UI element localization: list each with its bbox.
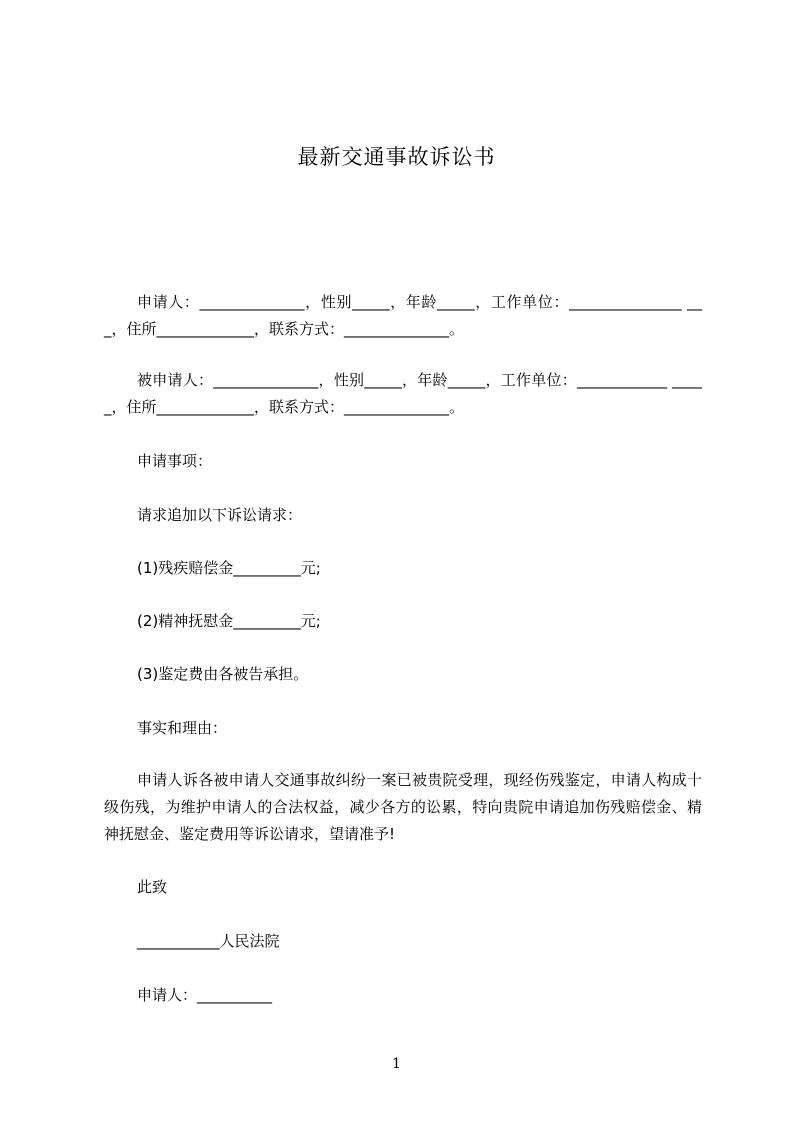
request-item-3: (3)鉴定费由各被告承担。 xyxy=(137,665,309,683)
facts-heading: 事实和理由： xyxy=(137,719,228,737)
applicant-signature: 申请人：__________ xyxy=(137,986,273,1004)
request-item-1: (1)残疾赔偿金_________元; xyxy=(137,559,321,577)
document-title: 最新交通事故诉讼书 xyxy=(297,145,496,169)
request-intro: 请求追加以下诉讼请求： xyxy=(137,506,303,524)
closing-salutation: 此致 xyxy=(137,878,168,896)
applicant-info-paragraph: 申请人：______________，性别_____，年龄_____，工作单位：_______________ ___，住所_____________，联系方式：______________。 xyxy=(104,293,702,338)
page-number: 1 xyxy=(392,1056,401,1072)
matters-heading: 申请事项： xyxy=(137,452,213,470)
request-item-2: (2)精神抚慰金_________元; xyxy=(137,612,321,630)
respondent-info-paragraph: 被申请人：______________，性别_____，年龄_____，工作单位：____________ _____，住所_____________，联系方式：______________。 xyxy=(104,371,702,416)
court-line: ___________人民法院 xyxy=(137,932,280,950)
facts-body-paragraph: 申请人诉各被申请人交通事故纠纷一案已被贵院受理，现经伤残鉴定，申请人构成十级伤残，为维护申请人的合法权益，减少各方的讼累，特向贵院申请追加伤残赔偿金、精神抚慰金、鉴定费用等诉讼请求，望请准予! xyxy=(104,771,702,843)
